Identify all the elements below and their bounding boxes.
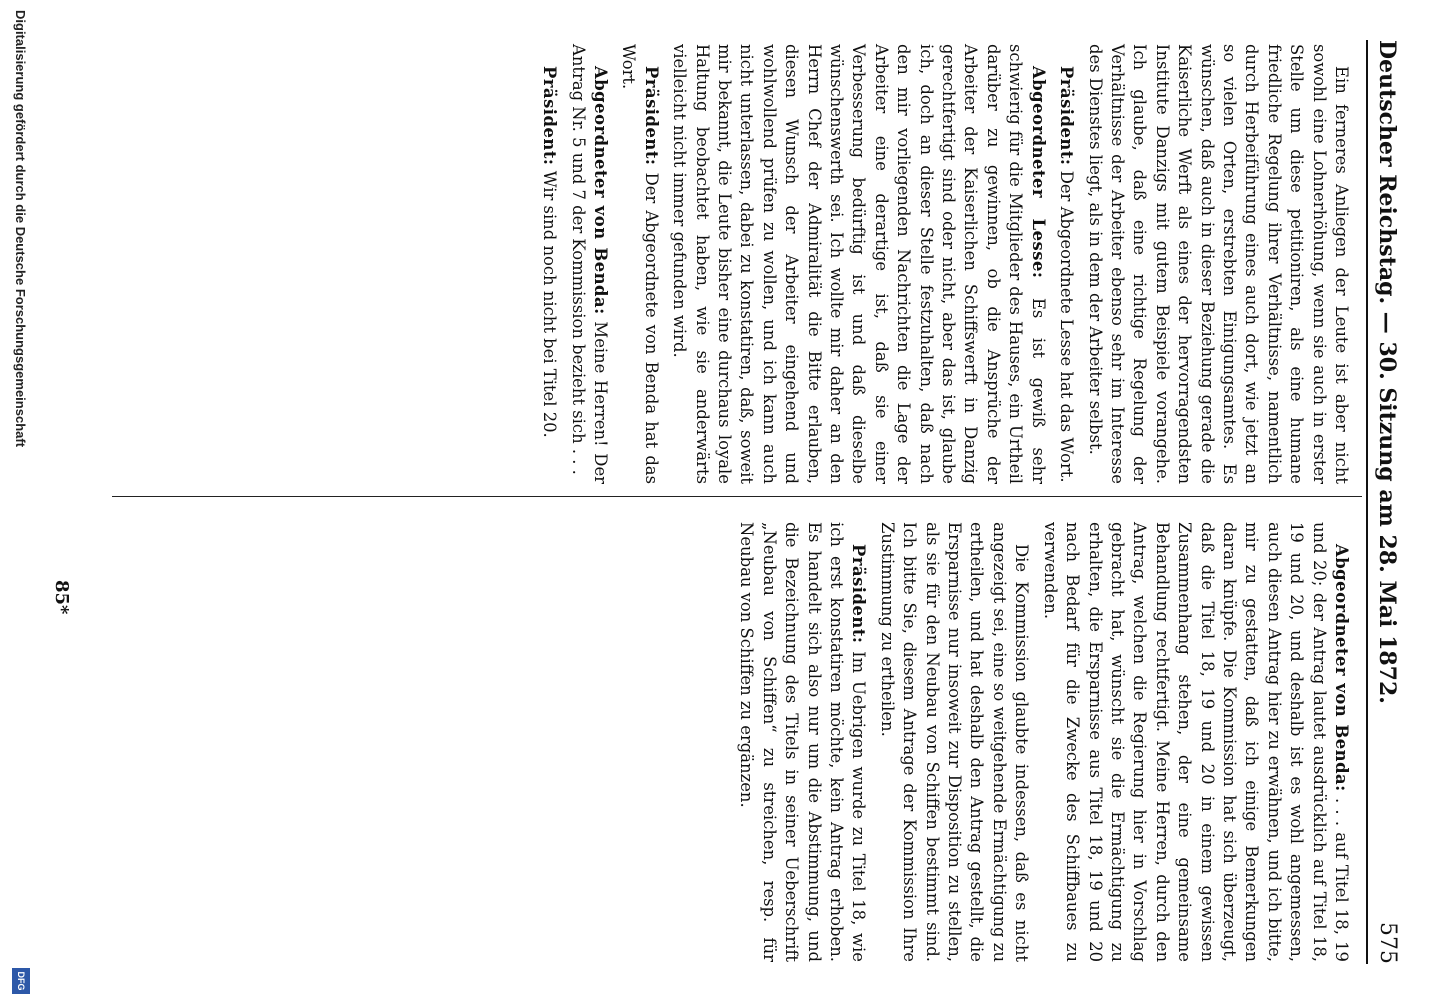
speaker-label: Präsident:	[641, 66, 661, 166]
speaker-label: Abgeordneter Lesse:	[1028, 66, 1048, 279]
paragraph-text: Ein ferneres Anliegen der Leute ist aber nicht sowohl eine Lohnerhöhung, wenn sie auch in erster Stelle um diese petitioniren, als eine humane friedliche Regelung ihrer Verhältnisse, namentlich durch Herbeiführung eines auch dort, wie jetzt an so vielen Orten, erstrebten Einigungsamtes. Es wünschen, daß auch in dieser Beziehung gerade die Kaiserliche Werft als eines der hervorragendsten Institute Danzigs mit gutem Beispiele vorangehe. Ich glaube, daß eine richtige Regelung der Verhältnisse der Arbeiter ebenso sehr im Interesse des Dienstes liegt, als in dem der Arbeiter selbst.	[1085, 44, 1351, 484]
paragraph-text: Im Uebrigen wurde zu Titel 18, wie ich erst konstatiren möchte, kein Antrag erhoben. Es handelt sich also nur um die Abstimmung, und die Bezeichnung des Titels in seiner Ueberschrift „Neubau von Schiffen“ zu streichen, resp. für Neubau von Schiffen zu ergänzen.	[737, 522, 869, 962]
left-column	[532, 44, 1352, 484]
paragraph	[668, 44, 1049, 484]
sheet-mark: 85*	[51, 580, 72, 615]
page-number: 575	[1375, 922, 1400, 964]
column-divider	[112, 496, 1362, 497]
paragraph	[1083, 44, 1352, 484]
paragraph-text: Meine Herren! Der Antrag Nr. 5 und 7 der Kommission bezieht sich . . .	[568, 44, 610, 484]
paragraph-text: Der Abgeordnete Lesse hat das Wort.	[1057, 170, 1077, 483]
digitization-credit: Digitalisierung gefördert durch die Deutsche Forschungsgemeinschaft	[13, 10, 28, 448]
speaker-label: Abgeordneter von Benda:	[1332, 544, 1351, 792]
paragraph	[538, 44, 560, 484]
paragraph	[1038, 522, 1352, 962]
paragraph-text: Die Kommission glaubte indessen, daß es nicht angezeigt sei, eine so weitgehende Ermächtigung zu ertheilen, und hat deshalb den Antrag gestellt, die Ersparnisse nur insoweit zur Disposition zu stellen, als sie für den Neubau von Schiffen bestimmt sind. Ich bitte Sie, diesem Antrage der Kommission Ihre Zustimmung zu ertheilen.	[877, 522, 1032, 962]
paragraph	[566, 44, 611, 484]
dfg-logo-icon: DFG	[12, 968, 30, 994]
right-column	[729, 522, 1352, 962]
paragraph	[617, 44, 662, 484]
paragraph	[1055, 44, 1077, 484]
paragraph	[735, 522, 869, 962]
page-title: Deutscher Reichstag. — 30. Sitzung am 28. Mai 1872.	[1374, 40, 1400, 704]
paragraph-text: Es ist gewiß sehr schwierig für die Mitglieder des Hauses, ein Urtheil darüber zu gewinnen, ob die Ansprüche der Arbeiter der Kaiserlichen Schiffswerft in Danzig gerechtfertigt sind oder nicht, aber das ist, glaube ich, doch an dieser Stelle festzuhalten, daß nach den mir vorliegenden Nachrichten die Lage der Arbeiter eine derartige ist, daß sie einer Verbesserung bedürftig ist und daß dieselbe wünschenswerth sei. Ich wollte mir daher an den Herrn Chef der Admiralität die Bitte erlauben, diesen Wunsch der Arbeiter eingehend und wohlwollend prüfen zu wollen, und ich kann auch nicht unterlassen, dabei zu konstatiren, daß, soweit mir bekannt, die Leute bisher eine durchaus loyale Haltung beobachtet haben, wie sie anderwärts vielleicht nicht immer gefunden wird.	[670, 44, 1048, 484]
paragraph-text: . . . auf Titel 18, 19 und 20; der Antrag lautet ausdrücklich auf Titel 18, 19 und 20, und deshalb ist es wohl angemessen, auch diesen Antrag hier zu erwähnen, und ich bitte, mir zu gestatten, daß ich einige Bemerkungen daran knüpfe. Die Kommission hat sich überzeugt, daß die Titel 18, 19 und 20 in einem gewissen Zusammenhang stehen, der eine gemeinsame Behandlung rechtfertigt. Meine Herren, durch den Antrag, welchen die Regierung hier in Vorschlag gebracht hat, wünscht sie die Ermächtigung zu erhalten, die Ersparnisse aus Titel 18, 19 und 20 nach Bedarf für die Zwecke des Schiffbaues zu verwenden.	[1040, 522, 1351, 962]
paragraph	[875, 522, 1032, 962]
speaker-label: Präsident:	[849, 544, 869, 644]
speaker-label: Präsident:	[540, 66, 560, 166]
page-header	[1366, 40, 1408, 964]
speaker-label: Abgeordneter von Benda:	[591, 66, 610, 315]
paragraph-text: Wir sind noch nicht bei Titel 20.	[540, 170, 560, 438]
speaker-label: Präsident:	[1057, 66, 1077, 166]
paragraph-text: Der Abgeordnete von Benda hat das Wort.	[619, 44, 661, 484]
